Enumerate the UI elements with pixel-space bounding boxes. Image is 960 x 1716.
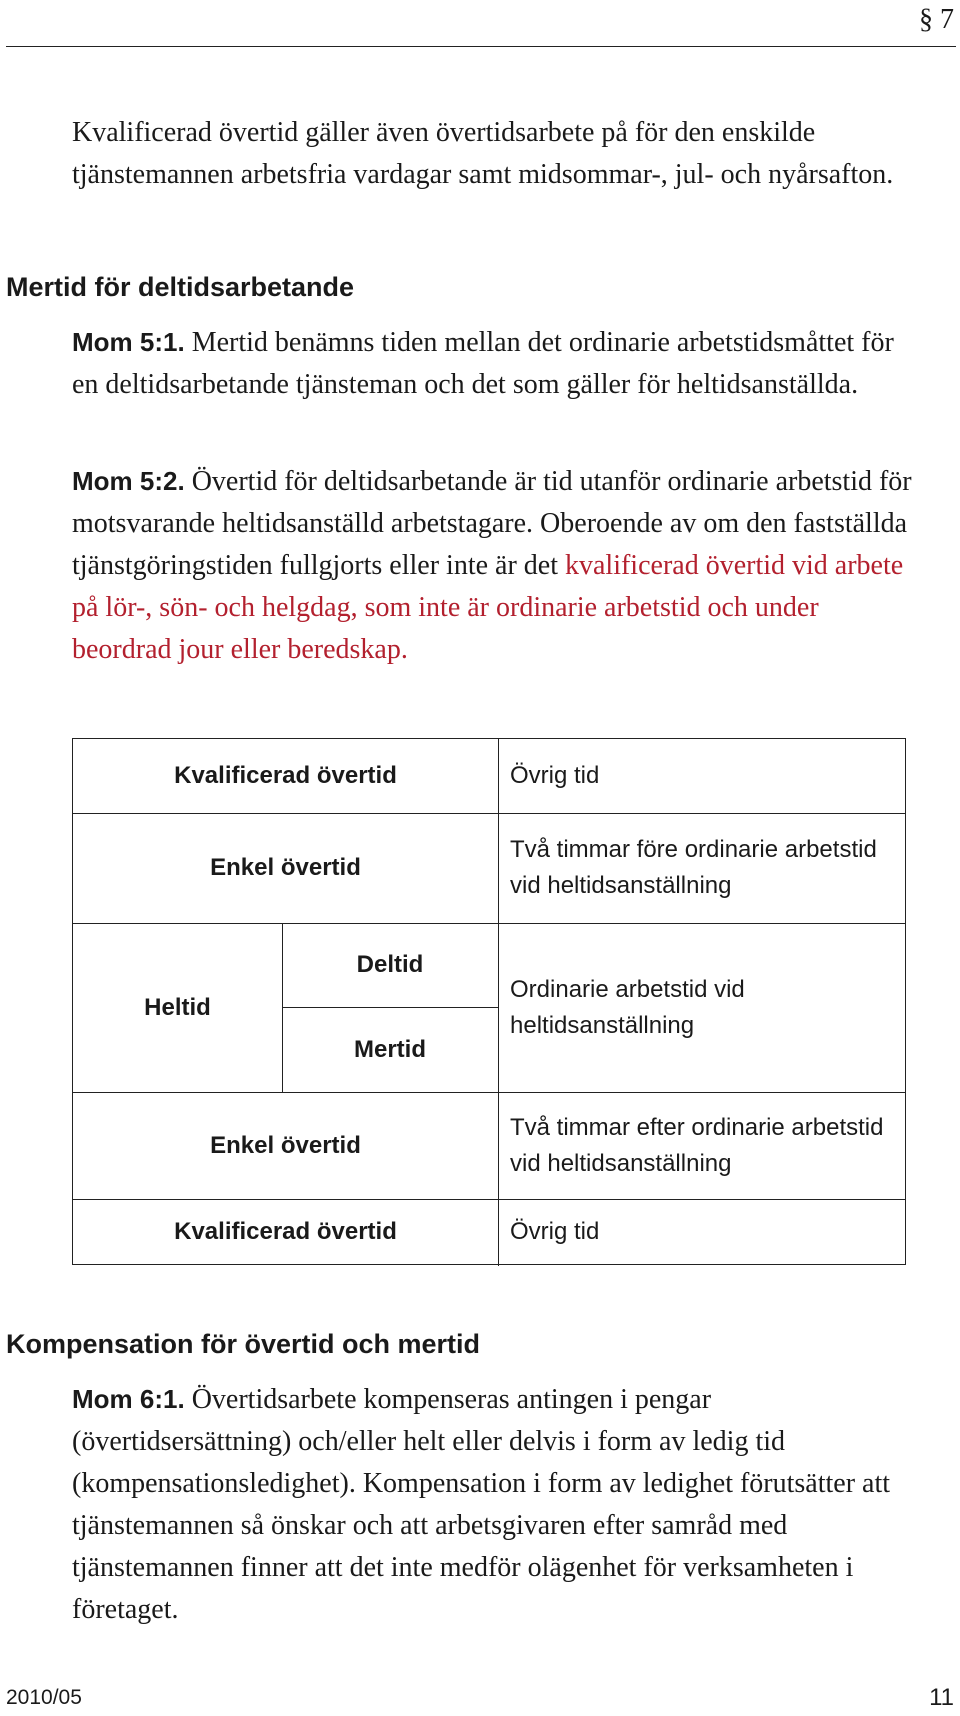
section-heading-kompensation: Kompensation för övertid och mertid: [6, 1329, 481, 1359]
table-cell-kvalificerad-overtid-bottom: Kvalificerad övertid: [174, 1218, 397, 1245]
table-cell-ovrig-tid-top: Övrig tid: [510, 762, 600, 789]
table-cell-tva-timmar-fore: Två timmar före ordinarie arbetstid vid heltidsanställning: [510, 836, 877, 899]
table-cell-deltid: Deltid: [356, 951, 424, 978]
intro-text: Kvalificerad övertid gäller även övertidsarbete på för den enskilde tjänstemannen arbetsfria vardagar samt midsommar-, jul- och nyårsafton.: [72, 117, 894, 190]
table-cell-heltid: Heltid: [144, 993, 211, 1021]
table-cell-mertid: Mertid: [354, 1035, 426, 1063]
mom-text: Mertid benämns tiden mellan det ordinarie arbetstidsmåttet för en deltidsarbetande tjänsteman och det som gäller för heltidsanställda.: [72, 327, 894, 400]
table-cell-kvalificerad-overtid-top: Kvalificerad övertid: [174, 762, 397, 789]
mom-text: Övertid för deltidsarbetande är tid utanför ordinarie arbetstid för motsvarande heltidsanställd arbetstagare. Oberoende av om den fastställda tjänstgöringstiden fullgjorts eller inte är det: [72, 466, 912, 581]
mom-highlight-text: kvalificerad övertid vid arbete på lör-, sön- och helgdag, som inte är ordinarie arbetstid och under beordrad jour eller beredskap.: [72, 550, 904, 665]
table-cell-enkel-overtid-top: Enkel övertid: [210, 854, 361, 881]
page-footer: [0, 1680, 960, 1716]
paragraph-mom-5-1: [72, 321, 918, 406]
paragraph-mom-5-2: [72, 460, 918, 671]
header-rule: [6, 46, 956, 47]
overtime-table: [72, 738, 906, 1265]
page-number: 11: [929, 1684, 954, 1711]
page-header: [0, 0, 960, 48]
mom-text: Övertidsarbete kompenseras antingen i pengar (övertidsersättning) och/eller helt eller delvis i form av ledig tid (kompensationsledighet). Kompensation i form av ledighet förutsätter att tjänstemannen så önskar och att arbetsgivaren efter samråd med tjänstemannen finner att det inte medför olägenhet för verksamheten i företaget.: [72, 1384, 891, 1625]
table-cell-tva-timmar-efter: Två timmar efter ordinarie arbetstid vid heltidsanställning: [510, 1113, 884, 1177]
section-number: § 7: [919, 4, 954, 35]
section-heading-mertid: Mertid för deltidsarbetande: [6, 272, 355, 302]
table-cell-enkel-overtid-bottom: Enkel övertid: [210, 1131, 361, 1159]
paragraph-mom-6-1: [72, 1378, 918, 1631]
mom-label: Mom 5:2.: [72, 466, 185, 496]
table-cell-ovrig-tid-bottom: Övrig tid: [510, 1218, 600, 1245]
intro-paragraph: [72, 112, 918, 196]
table-cell-ordinarie-arbetstid: Ordinarie arbetstid vid heltidsanställning: [510, 975, 745, 1039]
mom-label: Mom 6:1.: [72, 1384, 185, 1414]
footer-date: 2010/05: [6, 1686, 82, 1709]
mom-label: Mom 5:1.: [72, 327, 185, 357]
